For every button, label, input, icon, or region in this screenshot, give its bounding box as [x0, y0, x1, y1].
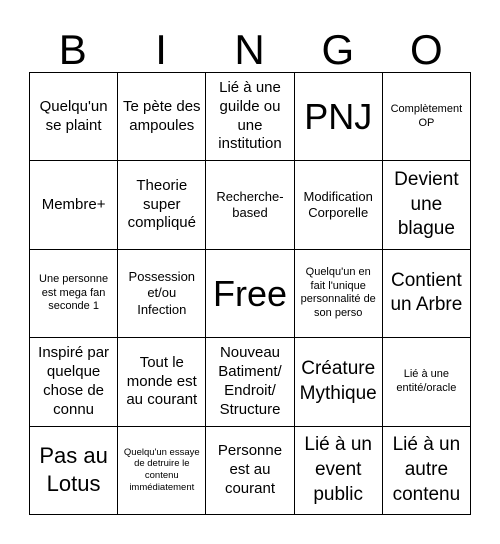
bingo-cell-r4c3[interactable]: Nouveau Batiment/ Endroit/ Structure — [206, 338, 294, 426]
header-letter-n: N — [234, 26, 266, 73]
bingo-cell-r4c5[interactable]: Lié à une entité/oracle — [383, 338, 471, 426]
bingo-cell-r2c3[interactable]: Recherche-based — [206, 161, 294, 249]
bingo-cell-r1c5[interactable]: Complètement OP — [383, 73, 471, 161]
bingo-cell-r1c4[interactable]: PNJ — [295, 73, 383, 161]
bingo-cell-r4c2[interactable]: Tout le monde est au courant — [118, 338, 206, 426]
bingo-cell-r4c4[interactable]: Créature Mythique — [295, 338, 383, 426]
bingo-cell-r5c3[interactable]: Personne est au courant — [206, 427, 294, 515]
bingo-cell-r5c4[interactable]: Lié à un event public — [295, 427, 383, 515]
bingo-cell-r2c1[interactable]: Membre+ — [30, 161, 118, 249]
bingo-cell-r4c1[interactable]: Inspiré par quelque chose de connu — [30, 338, 118, 426]
header-letter-g: G — [321, 26, 356, 73]
header-letter-i: I — [155, 26, 168, 73]
header-letter-o: O — [409, 26, 444, 73]
bingo-cell-r5c1[interactable]: Pas au Lotus — [30, 427, 118, 515]
bingo-board — [29, 72, 471, 515]
header-letter-b: B — [58, 26, 88, 73]
bingo-cell-r3c1[interactable]: Une personne est mega fan seconde 1 — [30, 250, 118, 338]
bingo-cell-r5c5[interactable]: Lié à un autre contenu — [383, 427, 471, 515]
bingo-cell-r2c5[interactable]: Devient une blague — [383, 161, 471, 249]
bingo-cell-r1c1[interactable]: Quelqu'un se plaint — [30, 73, 118, 161]
bingo-cell-r3c5[interactable]: Contient un Arbre — [383, 250, 471, 338]
bingo-cell-r3c4[interactable]: Quelqu'un en fait l'unique personnalité de son perso — [295, 250, 383, 338]
bingo-cell-r3c2[interactable]: Possession et/ou Infection — [118, 250, 206, 338]
bingo-header — [29, 28, 471, 72]
bingo-cell-r1c3[interactable]: Lié à une guilde ou une institution — [206, 73, 294, 161]
bingo-cell-r2c4[interactable]: Modification Corporelle — [295, 161, 383, 249]
bingo-cell-r2c2[interactable]: Theorie super compliqué — [118, 161, 206, 249]
bingo-cell-free[interactable]: Free — [206, 250, 294, 338]
bingo-cell-r5c2[interactable]: Quelqu'un essaye de detruire le contenu immédiatement — [118, 427, 206, 515]
bingo-cell-r1c2[interactable]: Te pète des ampoules — [118, 73, 206, 161]
